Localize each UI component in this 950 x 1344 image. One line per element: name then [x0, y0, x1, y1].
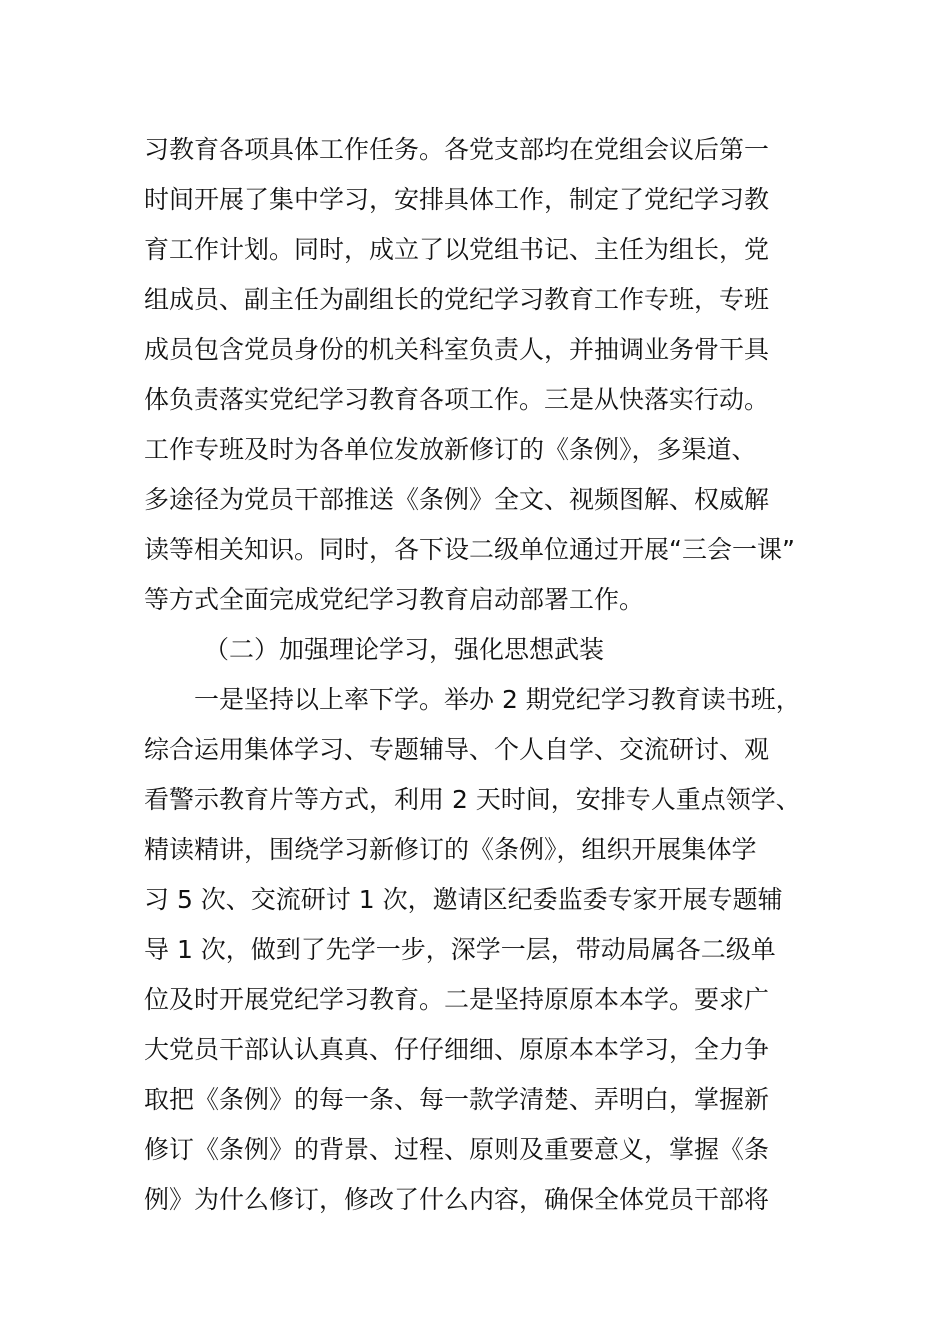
text-line: 成员包含党员身份的机关科室负责人，并抽调业务骨干具 — [144, 335, 770, 364]
text-line: 修订《条例》的背景、过程、原则及重要意义，掌握《条 — [144, 1135, 770, 1164]
text-line: 看警示教育片等方式，利用 2 天时间，安排专人重点领学、 — [144, 785, 801, 814]
text-line: 习教育各项具体工作任务。各党支部均在党组会议后第一 — [144, 135, 770, 164]
text-line: 等方式全面完成党纪学习教育启动部署工作。 — [144, 585, 645, 614]
text-line: 工作专班及时为各单位发放新修订的《条例》，多渠道、 — [144, 435, 757, 464]
text-line: 时间开展了集中学习，安排具体工作，制定了党纪学习教 — [144, 185, 770, 214]
text-line: 例》为什么修订，修改了什么内容，确保全体党员干部将 — [144, 1185, 770, 1214]
paragraph-first-line: 一是坚持以上率下学。举办 2 期党纪学习教育读书班， — [194, 685, 801, 714]
text-line: 组成员、副主任为副组长的党纪学习教育工作专班，专班 — [144, 285, 770, 314]
text-line: 取把《条例》的每一条、每一款学清楚、弄明白，掌握新 — [144, 1085, 770, 1114]
text-line: 位及时开展党纪学习教育。二是坚持原原本本学。要求广 — [144, 985, 770, 1014]
text-line: 综合运用集体学习、专题辅导、个人自学、交流研讨、观 — [144, 735, 770, 764]
text-line: 育工作计划。同时，成立了以党组书记、主任为组长，党 — [144, 235, 770, 264]
text-line: 读等相关知识。同时，各下设二级单位通过开展“三会一课” — [144, 535, 795, 564]
text-line: 大党员干部认认真真、仔仔细细、原原本本学习，全力争 — [144, 1035, 770, 1064]
text-line: 习 5 次、交流研讨 1 次，邀请区纪委监委专家开展专题辅 — [144, 885, 783, 914]
text-line: 导 1 次，做到了先学一步，深学一层，带动局属各二级单 — [144, 935, 776, 964]
text-line: 精读精讲，围绕学习新修订的《条例》，组织开展集体学 — [144, 835, 757, 864]
text-line: 多途径为党员干部推送《条例》全文、视频图解、权威解 — [144, 485, 770, 514]
text-line: 体负责落实党纪学习教育各项工作。三是从快落实行动。 — [144, 385, 770, 414]
section-heading: （二）加强理论学习，强化思想武装 — [204, 635, 605, 664]
